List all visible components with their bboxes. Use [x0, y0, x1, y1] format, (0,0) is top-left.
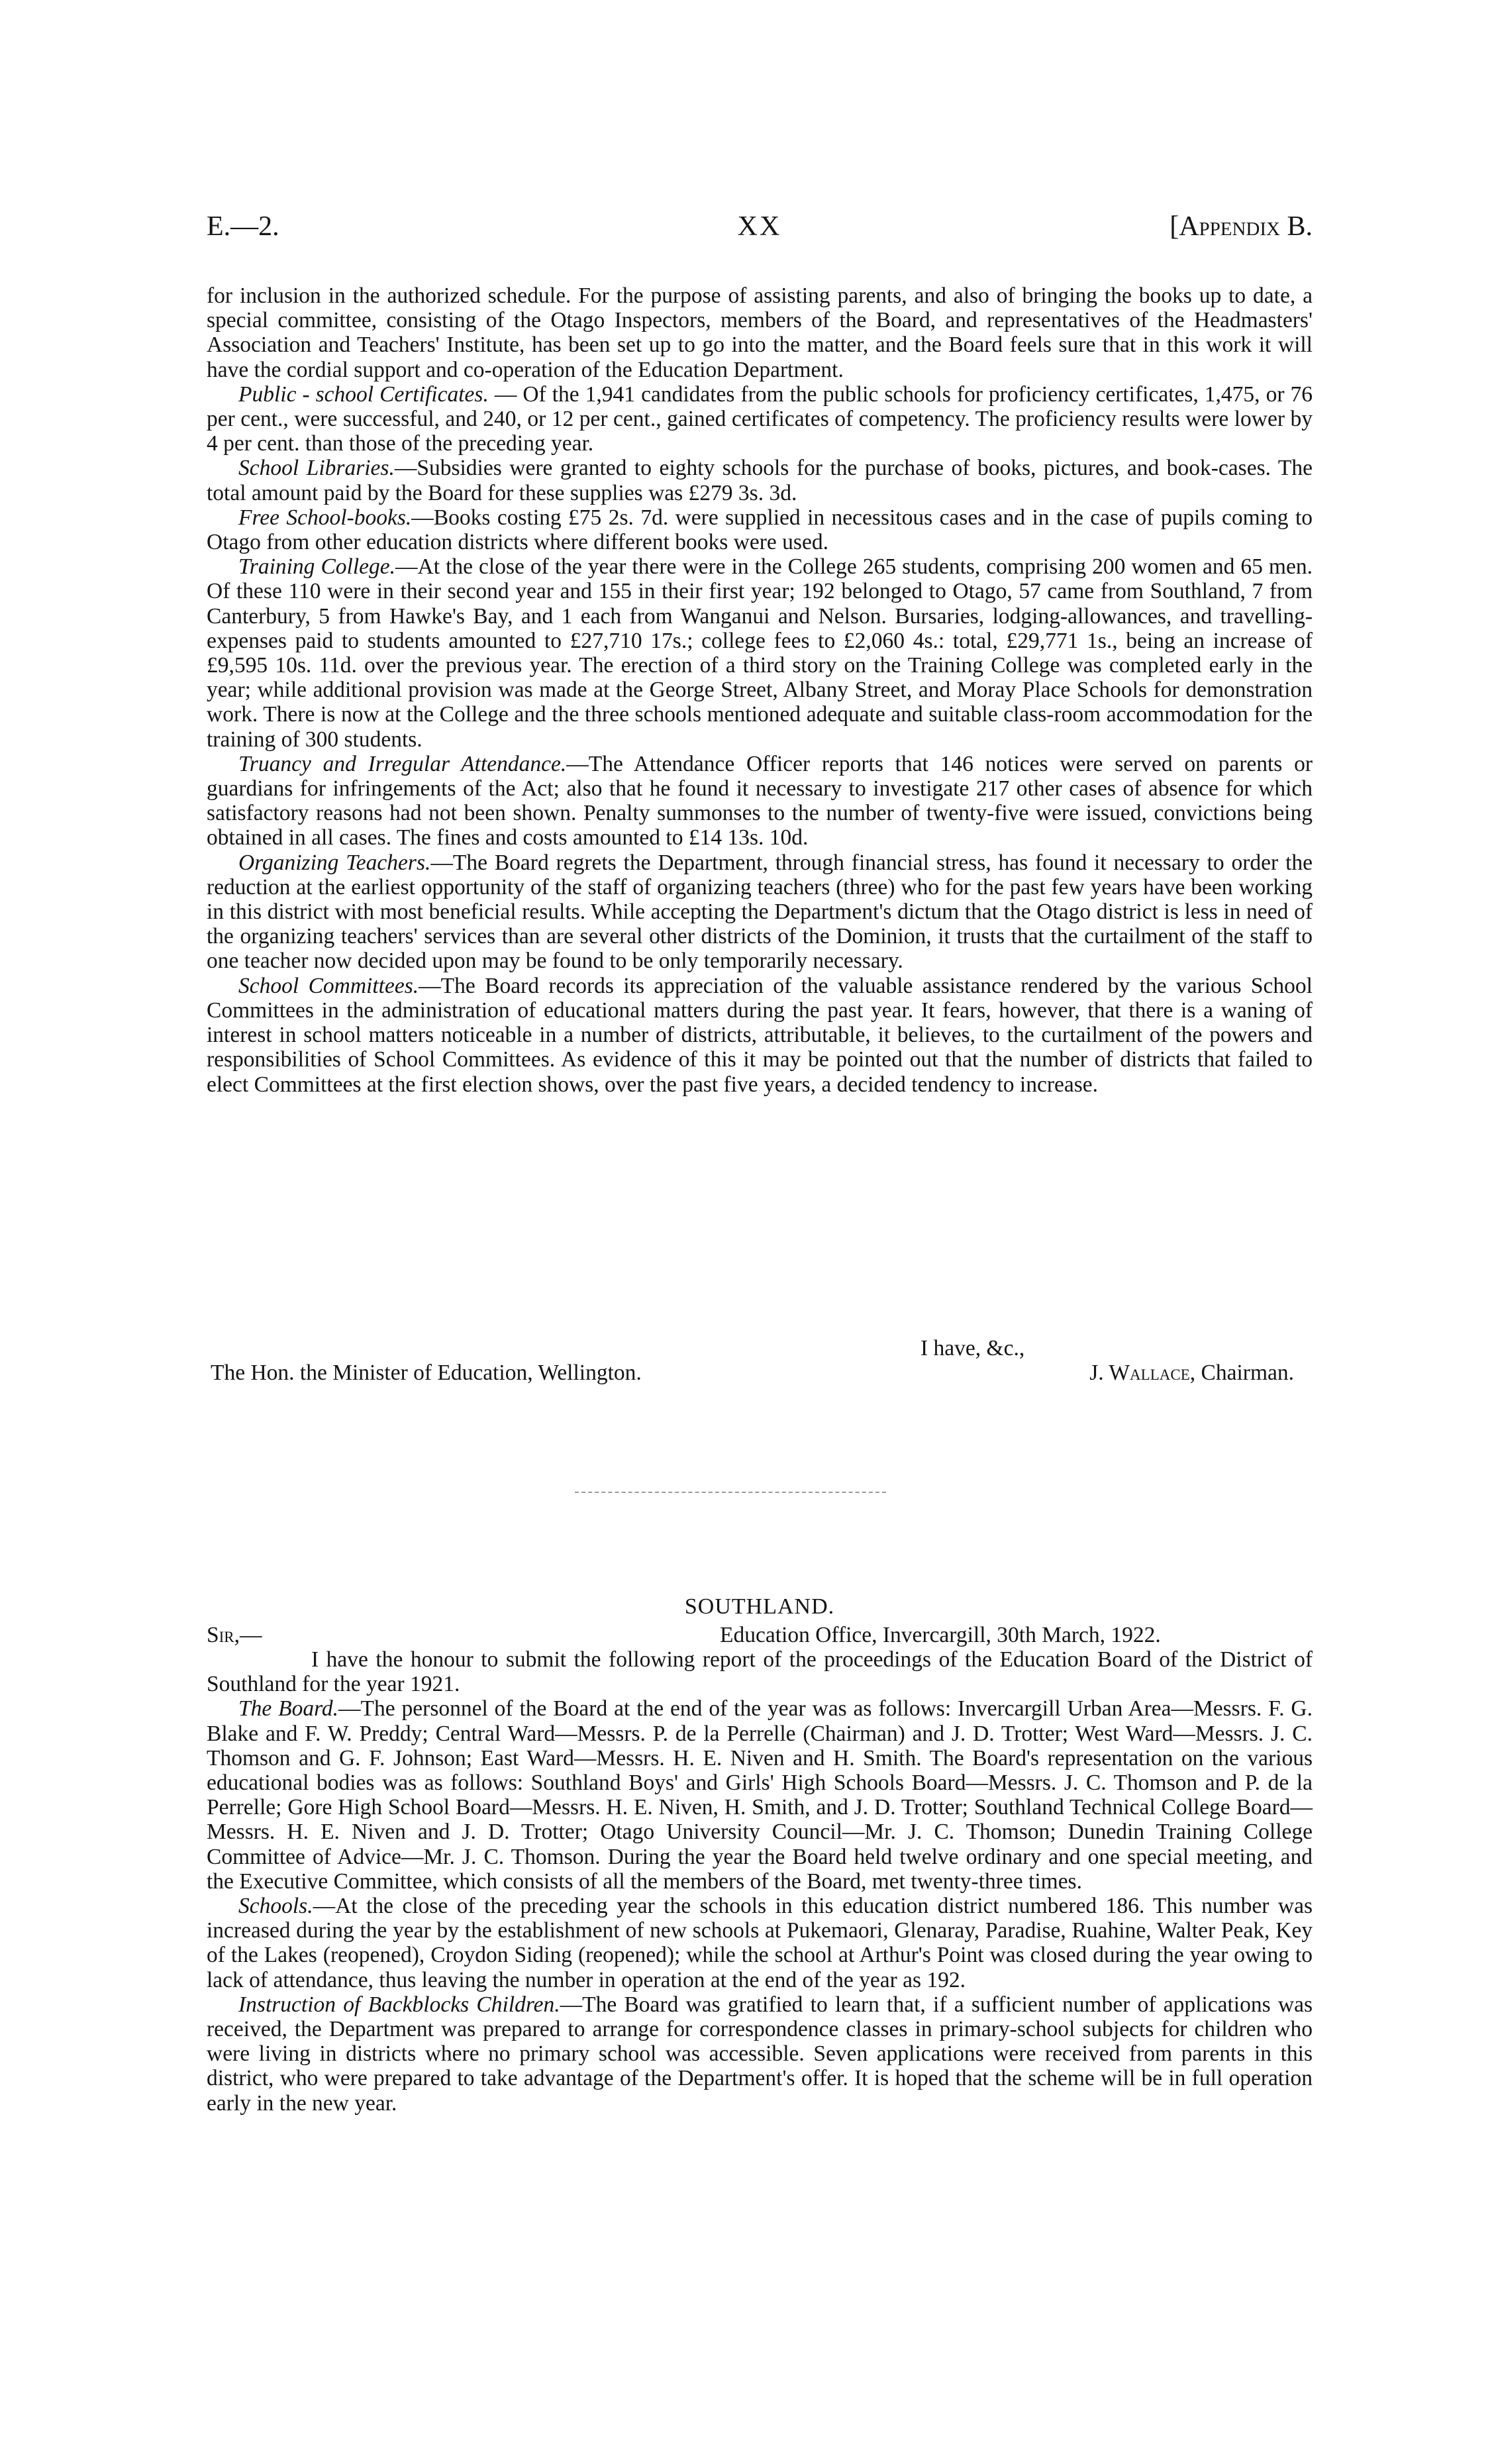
paragraph-text: —The Attendance Officer reports that 146 notices were served on parents or guardians for infringements of the Act; also that he found it necessary to investigate 217 other cases of absence for which satisfactory reasons had not been shown. Penalty summonses to the number of twenty-five were issued, convictions being obtained in all cases. The fines and costs amounted to £14 13s. 10d. [207, 751, 1313, 850]
otago-paragraph [207, 752, 1313, 850]
otago-paragraph [207, 850, 1313, 974]
paragraph-heading: School Committees. [238, 973, 419, 998]
southland-paragraph [207, 1647, 1313, 1696]
addressee: The Hon. the Minister of Education, Wellington. [211, 1360, 642, 1385]
paragraph-text: I have the honour to submit the following report of the proceedings of the Education Board of the District of Southland for the year 1921. [207, 1647, 1313, 1697]
page-header [207, 207, 1313, 246]
paragraph-heading: Public - school Certificates. [238, 382, 489, 407]
header-reference: E.—2. [207, 211, 279, 242]
paragraph-text: —The Board records its appreciation of the valuable assistance rendered by the various School Committees in the administration of educational matters during the past year. It fears, however, that there is a waning of interest in school matters noticeable in a number of districts, attributable, it believes, to the curtailment of the powers and responsibilities of School Committees. As evidence of this it may be pointed out that the number of districts that failed to elect Committees at the first election shows, over the past five years, a decided tendency to increase. [207, 973, 1313, 1097]
paragraph-text: — Of the 1,941 candidates from the public schools for proficiency certificates, 1,475, or 76 per cent., were successful, and 240, or 12 per cent., gained certificates of competency. The proficiency results were lower by 4 per cent. than those of the preceding year. [207, 382, 1313, 456]
otago-report-body [207, 283, 1313, 1097]
southland-paragraph [207, 1894, 1313, 1992]
southland-paragraph [207, 1992, 1313, 2116]
paragraph-heading: Training College. [238, 554, 396, 580]
paragraph-text: —The Board was gratified to learn that, if a sufficient number of applications was received, the Department was prepared to arrange for correspondence classes in primary-school subjects for children who were living in districts where no primary school was accessible. Seven applications were received from parents in this district, who were prepared to take advantage of the Department's offer. It is hoped that the scheme will be in full operation early in the new year. [207, 1992, 1313, 2116]
paragraph-text: —Subsidies were granted to eighty schools for the purchase of books, pictures, and book-cases. The total amount paid by the Board for these supplies was £279 3s. 3d. [207, 456, 1313, 505]
otago-paragraph [207, 974, 1313, 1097]
paragraph-heading: School Libraries. [238, 456, 395, 481]
paragraph-text: —At the close of the year there were in the College 265 students, comprising 200 women and 65 men. Of these 110 were in their second year and 155 in their first year; 192 belonged to Otago, 57 came from Southland, 7 from Canterbury, 5 from Hawke's Bay, and 1 each from Wanganui and Nelson. Bursaries, lodging-allowances, and travelling-expenses paid to students amounted to £27,710 17s.; college fees to £2,060 4s.: total, £29,771 1s., being an increase of £9,595 10s. 11d. over the previous year. The erection of a third story on the Training College was completed early in the year; while additional provision was made at the George Street, Albany Street, and Moray Place Schools for demonstration work. There is now at the College and the three schools mentioned adequate and suitable class-room accommodation for the training of 300 students. [207, 554, 1313, 752]
paragraph-text: —Books costing £75 2s. 7d. were supplied in necessitous cases and in the case of pupils coming to Otago from other education districts where different books were used. [207, 505, 1313, 555]
closing-line: I have, &c., [921, 1336, 1025, 1360]
signature [1089, 1360, 1294, 1385]
signature-name: J. Wallace [1089, 1360, 1190, 1385]
otago-paragraph [207, 554, 1313, 752]
paragraph-heading: Truancy and Irregular Attendance. [238, 751, 567, 776]
salutation: Sir,— [207, 1623, 262, 1647]
dateline: Education Office, Invercargill, 30th March, 1922. [720, 1623, 1161, 1647]
header-appendix: [Appendix B. [1170, 211, 1313, 242]
paragraph-heading: Organizing Teachers. [238, 850, 431, 875]
paragraph-heading: Free School-books. [238, 505, 412, 530]
otago-paragraph [207, 382, 1313, 456]
paragraph-heading: Schools. [238, 1894, 313, 1919]
section-divider [575, 1492, 886, 1493]
paragraph-heading: Instruction of Backblocks Children. [238, 1992, 560, 2017]
otago-paragraph [207, 456, 1313, 505]
otago-paragraph [207, 505, 1313, 554]
paragraph-heading: The Board. [238, 1696, 339, 1721]
header-page-number: XX [737, 211, 782, 242]
otago-paragraph [207, 283, 1313, 382]
southland-paragraph [207, 1696, 1313, 1894]
paragraph-text: —The Board regrets the Department, through financial stress, has found it necessary to order the reduction at the earliest opportunity of the staff of organizing teachers (three) who for the past few years have been working in this district with most beneficial results. While accepting the Department's dictum that the Otago district is less in need of the organizing teachers' services than are several other districts of the Dominion, it trusts that the curtailment of the staff to one teacher now decided upon may be found to be only temporarily necessary. [207, 850, 1313, 974]
southland-report-body [207, 1647, 1313, 2116]
paragraph-text: for inclusion in the authorized schedule. For the purpose of assisting parents, and also of bringing the books up to date, a special committee, consisting of the Otago Inspectors, members of the Board, and representatives of the Headmasters' Association and Teachers' Institute, has been set up to go into the matter, and the Board feels sure that in this work it will have the cordial support and co-operation of the Education Department. [207, 283, 1313, 382]
paragraph-text: —The personnel of the Board at the end of the year was as follows: Invercargill Urban Area—Messrs. F. G. Blake and F. W. Preddy; Central Ward—Messrs. P. de la Perrelle (Chairman) and J. D. Trotter; West Ward—Messrs. J. C. Thomson and G. F. Johnson; East Ward—Messrs. H. E. Niven and H. Smith. The Board's representation on the various educational bodies was as follows: Southland Boys' and Girls' High Schools Board—Messrs. J. C. Thomson and P. de la Perrelle; Gore High School Board—Messrs. H. E. Niven, H. Smith, and J. D. Trotter; Southland Technical College Board—Messrs. H. E. Niven and J. D. Trotter; Otago University Council—Mr. J. C. Thomson; Dunedin Training College Committee of Advice—Mr. J. C. Thomson. During the year the Board held twelve ordinary and one special meeting, and the Executive Committee, which consists of all the members of the Board, met twenty-three times. [207, 1696, 1313, 1894]
signature-title: , Chairman. [1189, 1360, 1294, 1385]
paragraph-text: —At the close of the preceding year the schools in this education district numbered 186. This number was increased during the year by the establishment of new schools at Pukemaori, Glenaray, Paradise, Ruahine, Walter Peak, Key of the Lakes (reopened), Croydon Siding (reopened); while the school at Arthur's Point was closed during the year owing to lack of attendance, thus leaving the number in operation at the end of the year as 192. [207, 1894, 1313, 1992]
section-title: SOUTHLAND. [684, 1594, 835, 1619]
